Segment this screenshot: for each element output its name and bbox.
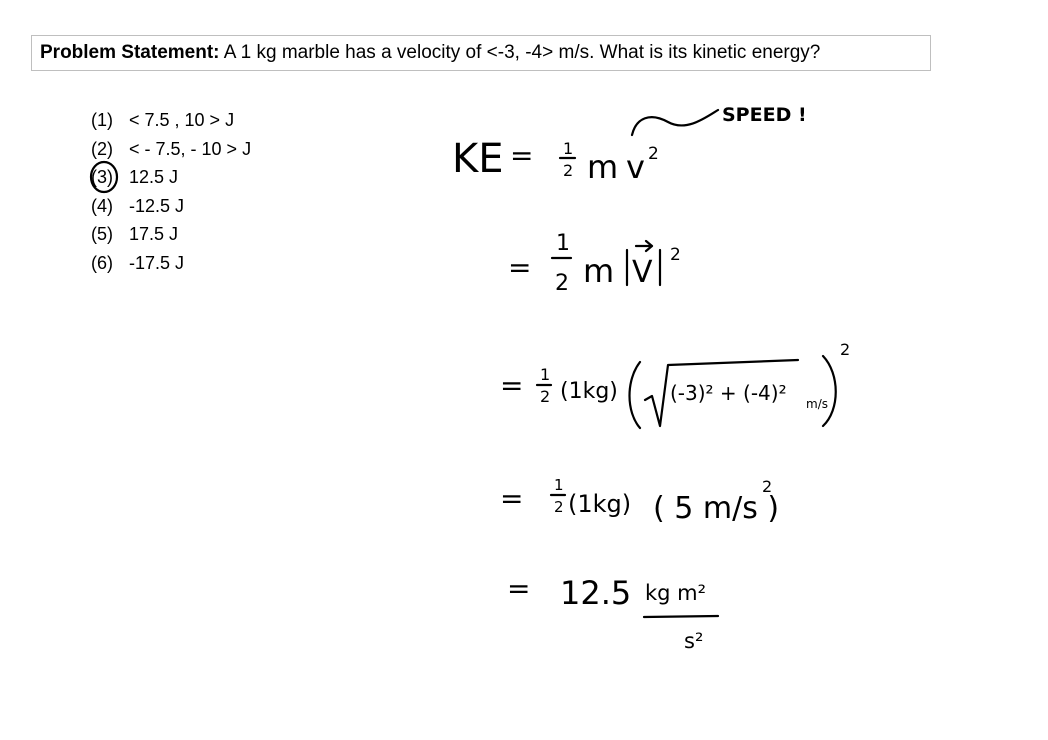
- selected-answer-circle: [91, 162, 117, 192]
- units-denominator: s²: [684, 629, 704, 653]
- big-paren-left: [630, 362, 641, 428]
- sqrt-inner: (-3)² + (-4)²: [670, 381, 787, 405]
- answer-choice-4: (4) -12.5 J: [91, 195, 185, 216]
- square-3: 2: [840, 340, 851, 359]
- eq-3: =: [500, 369, 524, 402]
- half-den-4: 2: [554, 498, 564, 516]
- eq-4: =: [500, 482, 524, 515]
- big-paren-right: [823, 356, 836, 426]
- problem-statement-label: Problem Statement:: [40, 42, 220, 63]
- half-num-2: 1: [556, 231, 570, 256]
- half-den-2: 2: [555, 271, 569, 296]
- answer-choice-5: (5) 17.5 J: [91, 224, 179, 245]
- eq-1: =: [510, 139, 534, 172]
- units-numerator: kg m²: [645, 581, 707, 605]
- mass-symbol-1: m: [587, 148, 619, 186]
- one-kg-3: (1kg): [560, 379, 618, 404]
- half-den-3: 2: [540, 387, 551, 406]
- half-den-1: 2: [563, 161, 574, 180]
- square-4: 2: [762, 477, 773, 496]
- answer-choice-2: (2) < - 7.5, - 10 > J: [91, 138, 252, 159]
- problem-statement-text: A 1 kg marble has a velocity of <-3, -4> m/s. What is its kinetic energy?: [223, 42, 821, 63]
- annotation-speed: SPEED !: [722, 104, 807, 126]
- answer-choice-1: (1) < 7.5 , 10 > J: [91, 110, 235, 130]
- half-num-3: 1: [540, 365, 551, 384]
- five-ms: ( 5 m/s ): [653, 491, 780, 526]
- half-num-1: 1: [563, 139, 574, 158]
- square-2: 2: [670, 245, 681, 265]
- one-kg-4: (1kg): [568, 490, 632, 518]
- result-value: 12.5: [560, 574, 632, 612]
- annotation-arrow-icon: [632, 110, 718, 135]
- half-num-4: 1: [554, 476, 564, 494]
- square-1: 2: [648, 144, 659, 164]
- velocity-vector-symbol: V: [632, 255, 653, 290]
- answer-choice-3: (3) 12.5 J: [91, 167, 179, 188]
- eq-5: =: [507, 572, 531, 605]
- vector-arrow-icon: [636, 241, 652, 251]
- ke-label: KE: [452, 136, 504, 182]
- ms-units-3: m/s: [806, 397, 828, 411]
- eq-2: =: [508, 251, 532, 284]
- velocity-symbol-1: v: [626, 148, 645, 186]
- mass-symbol-2: m: [583, 252, 615, 290]
- units-fraction-bar: [644, 616, 718, 617]
- answer-choice-6: (6) -17.5 J: [91, 252, 185, 273]
